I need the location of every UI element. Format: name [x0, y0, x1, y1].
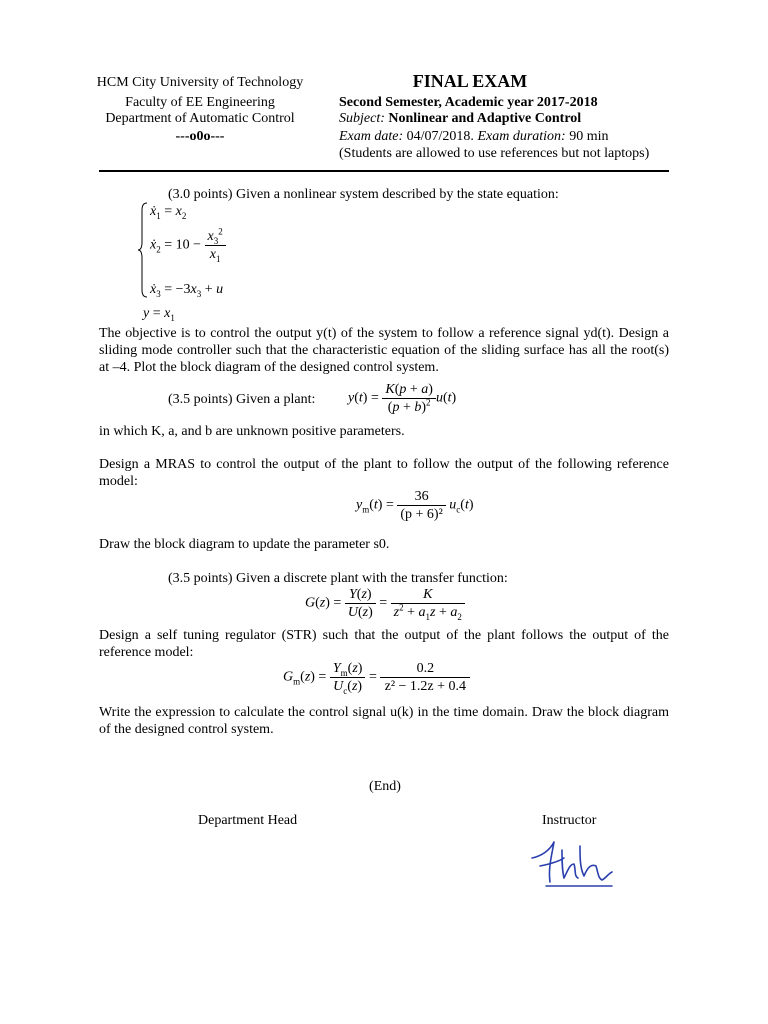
eq-ref-tf: $G_m(z)$ = $\frac{Y_m(z)}{U_c(z)}$ = $\frac{0.2}{\text{z² − 1.2z + 0.4}}$: [283, 660, 470, 695]
subject-value: Nonlinear and Adaptive Control: [388, 111, 582, 126]
header-divider: [99, 170, 669, 172]
exam-title: FINAL EXAM: [412, 71, 528, 91]
exam-date-label: Exam date:: [339, 129, 404, 144]
subject-label: Subject:: [339, 111, 385, 126]
gm-numerator: 0.2: [380, 660, 470, 678]
q2-intro: (3.5 points) Given a plant:: [168, 392, 316, 407]
eq-plant-tf: G(z) = $\frac{Y(z)}{U(z)}$ = $\frac{K}{z^2 + a_1z + a_2}$: [305, 586, 465, 621]
eq-reference-model: $y_m(t)$ = $\frac{36}{\text{(p + 6)²}}$ $u_c(t)$: [356, 489, 474, 522]
eq-output: $y = x_1$: [143, 306, 175, 323]
semester: Second Semester, Academic year 2017-2018: [339, 95, 598, 110]
gm-denominator: z² − 1.2z + 0.4: [384, 679, 467, 694]
instructor-signature: [528, 836, 618, 892]
exam-date-line: [339, 128, 608, 145]
q3-intro: (3.5 points) Given a discrete plant with the transfer function:: [168, 571, 508, 586]
university-name: HCM City University of Technology: [96, 75, 304, 90]
exam-note: (Students are allowed to use references but not laptops): [339, 146, 650, 161]
instructor-label: Instructor: [542, 813, 597, 828]
duration-label: Exam duration:: [477, 129, 566, 144]
q1-intro: (3.0 points) Given a nonlinear system described by the state equation:: [168, 187, 559, 202]
q2-draw: Draw the block diagram to update the parameter s0.: [99, 537, 390, 552]
header-separator: ---o0o---: [175, 129, 225, 144]
eq-x1dot: ẋ$_1$ = $x_2$: [150, 204, 187, 221]
system-brace: [138, 202, 148, 298]
faculty-name: Faculty of EE Engineering: [125, 95, 275, 110]
eq-x3dot: ẋ$_3$ = $-3x_3 + u$: [150, 282, 224, 299]
eq-x2dot: ẋ$_2$ = 10 − $\frac{x_3^2}{x_1}$: [150, 228, 226, 263]
subject-line: [339, 110, 581, 127]
q3-design: Design a self tuning regulator (STR) such that the output of the plant follows the output of the reference model:: [99, 628, 669, 660]
eq-plant: y(t) = $\frac{K(p + a)}{(p + b)^2}$ u(t): [348, 382, 457, 415]
q3-write: Write the expression to calculate the control signal u(k) in the time domain. Draw the block diagram of the designed control system.: [99, 705, 669, 737]
ym-denominator: (p + 6)²: [400, 507, 443, 522]
department-name: Department of Automatic Control: [105, 111, 295, 126]
q2-params: in which K, a, and b are unknown positive parameters.: [99, 424, 405, 439]
end-marker: (End): [369, 779, 401, 794]
department-head-label: Department Head: [198, 813, 298, 828]
q2-design: Design a MRAS to control the output of the plant to follow the output of the following reference model:: [99, 457, 669, 489]
q1-objective: The objective is to control the output y(t) of the system to follow a reference signal yd(t). Design a sliding mode controller such that the characteristic equation of the sliding surface has all the root(s) at –4. Plot the block diagram of the designed control system.: [99, 326, 669, 375]
exam-date-value: 04/07/2018.: [406, 129, 474, 144]
duration-value: 90 min: [569, 129, 609, 144]
ym-numerator: 36: [397, 488, 445, 506]
